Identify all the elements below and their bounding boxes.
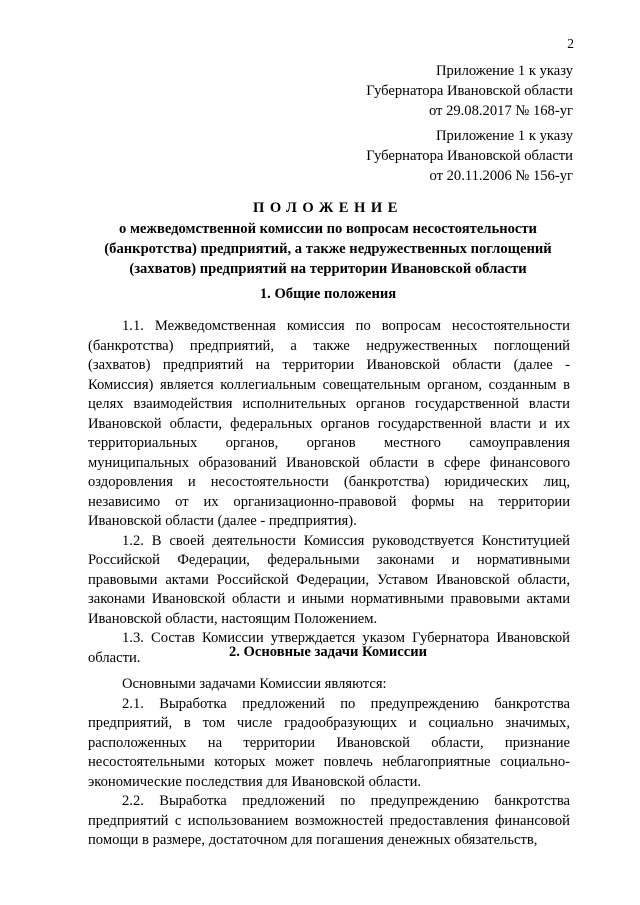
document-subtitle-line: о межведомственной комиссии по вопросам несостоятельности [119,221,537,237]
section-heading-tasks: 2. Основные задачи Комиссии [228,644,428,660]
section-body-tasks [88,675,570,851]
appendix-line: Приложение 1 к указу [435,63,573,79]
appendix-line: Губернатора Ивановской области [366,148,573,164]
paragraph: 2.1. Выработка предложений по предупреждению банкротства предприятий, в том числе градообразующих и социально значимых, расположенных на территории Ивановской области, признание несостоятельными которых может повлечь неблагоприятные социально-экономические последствия для Ивановской области. [88,695,570,790]
appendix-note-original [366,126,573,186]
document-title-block [88,197,568,279]
paragraph: 1.3. Состав Комиссии утверждается указом Губернатора Ивановской области. [88,630,570,666]
document-subtitle-line: (захватов) предприятий на территории Ивановской области [129,261,527,277]
paragraph: Основными задачами Комиссии являются: [122,676,387,692]
paragraph: 2.2. Выработка предложений по предупреждению банкротства предприятий с использованием возможностей предоставления финансовой помощи в размере, достаточном для погашения денежных обязательств, [88,793,570,848]
appendix-line: от 29.08.2017 № 168-уг [428,103,573,119]
page-number: 2 [567,36,574,51]
paragraph: 1.1. Межведомственная комиссия по вопросам несостоятельности (банкротства) предприятий, а также недружественных поглощений (захватов) предприятий на территории Ивановской области (далее - Комиссия) является коллегиальным совещательным органом, созданным в целях взаимодействия исполнительных органов государственной власти Ивановской области, федеральных органов государственной власти и их территориальных органов, органов местного самоуправления муниципальных образований Ивановской области в сфере финансового оздоровления и несостоятельности (банкротства) юридических лиц, независимо от их организационно-правовой формы на территории Ивановской области (далее - предприятия). [88,318,570,529]
appendix-line: Приложение 1 к указу [435,128,573,144]
document-subtitle-line: (банкротства) предприятий, а также недружественных поглощений [104,241,552,257]
section-body-general [88,317,570,668]
document-title: ПОЛОЖЕНИЕ [253,200,403,216]
section-heading-general: 1. Общие положения [259,286,397,302]
appendix-note-current [366,61,573,121]
appendix-line: от 20.11.2006 № 156-уг [429,168,573,184]
appendix-line: Губернатора Ивановской области [366,83,573,99]
paragraph: 1.2. В своей деятельности Комиссия руководствуется Конституцией Российской Федерации, федеральными законами и нормативными правовыми актами Российской Федерации, Уставом Ивановской области, законами Ивановской области и иными нормативными правовыми актами Ивановской области, настоящим Положением. [88,532,570,627]
